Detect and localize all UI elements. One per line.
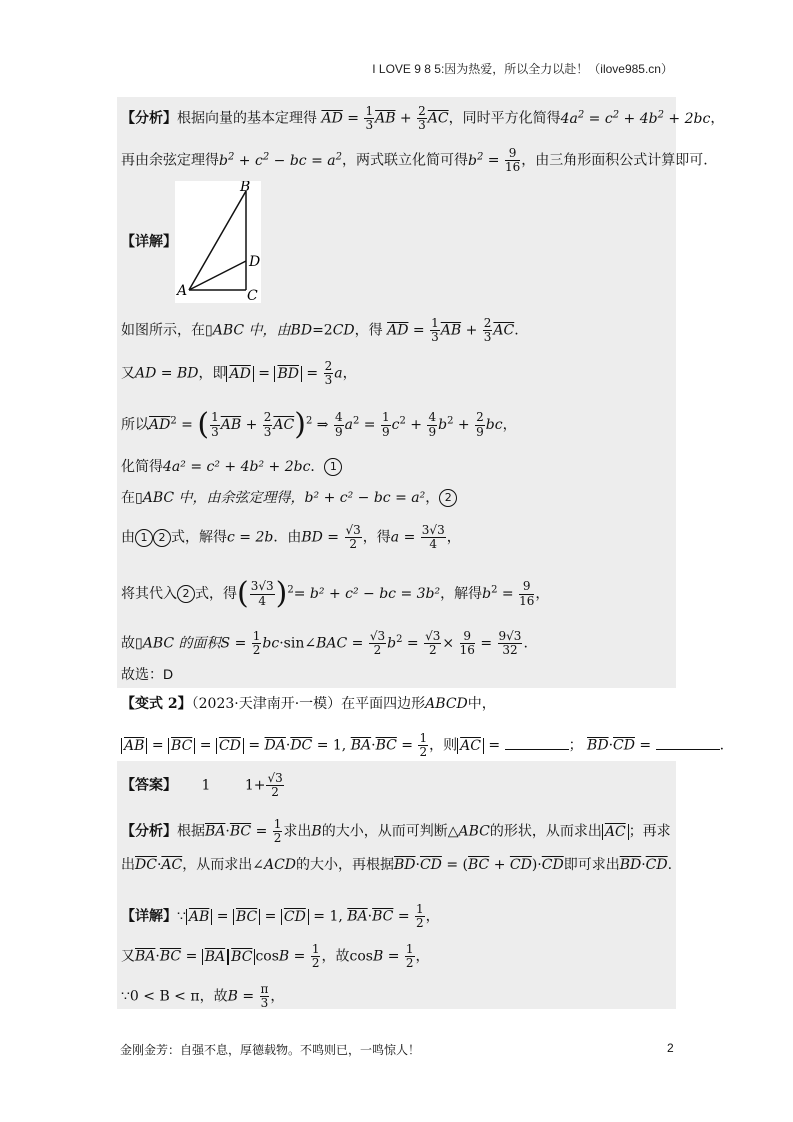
answer-line: 故选：D	[121, 666, 174, 682]
vertex-d-label: D	[249, 254, 261, 270]
vertex-c-label: C	[247, 288, 258, 303]
analysis-label: 【分析】	[121, 110, 177, 127]
blank-2	[656, 749, 720, 750]
detail-2-line-1: 【详解】∵ $\overline{AB} = \overline{BC} = \overline{CD} = 1$, $\overline{BA}\cdot\overline{BC}$ = $\frac{1}{2}$ ，	[121, 902, 440, 931]
answer-2-line: 【答案】 1 1+ $\frac{√3}{2}$	[121, 771, 283, 800]
detail-1-line-1: 如图所示，在▯ABC 中，由BD=2CD，得 $\overline{AD}$ = $\frac{1}{3}$ $\overline{AB}$ + $\frac{2}{3}$ $\overline{AC}$.	[121, 316, 519, 345]
detail-1-line-8: 故▯ABC 的面积S = $\frac{1}{2}$ bc·sin∠BAC = $\frac{√3}{2}$ $b^2$ = $\frac{√3}{2}$ × $\frac{9}{16}$ = $\frac{9√3}{32}$ .	[121, 629, 528, 658]
variant-line-1: 【变式 2】（2023·天津南开·一模）在平面四边形ABCD中，	[121, 696, 496, 712]
circle-one: 1	[324, 458, 342, 476]
analysis-2-line-1: 【分析】根据$\overline{BA}\cdot\overline{BC}$ = $\frac{1}{2}$ 求出B的大小，从而可判断△ABC的形状，从而求出 $\overline{AC}$ ；再求	[121, 817, 671, 846]
variant-line-2: $\overline{AB} = \overline{BC} = \overline{CD} = \overline{DA}\cdot\overline{DC} = 1$, $\overline{BA}\cdot\overline{BC}$ = $\frac{1}{2}$ ，则 $\overline{AC}$ = ； $\overline{BD}\cdot\overline{CD}$ = .	[121, 732, 724, 759]
detail-label: 【详解】	[121, 234, 177, 250]
triangle-figure	[175, 181, 261, 303]
vertex-a-label: A	[177, 283, 188, 299]
detail-2-line-3: ∵0 < B < π，故B = $\frac{\pi}{3}$ ，	[121, 982, 285, 1011]
detail-1-line-3: 所以$\overline{AD}^2$ = ( $\frac{1}{3}$ $\overline{AB}$ + $\frac{2}{3}$ $\overline{AC})^2$ ⇒ $\frac{4}{9}$ $a^2$ = $\frac{1}{9}$ $c^2$ + $\frac{4}{9}$ $b^2$ + $\frac{2}{9}$ bc，	[121, 407, 517, 442]
detail-2-line-2: 又$\overline{BA}\cdot\overline{BC} = \overline{BA}$ $\overline{BC}$ cosB = $\frac{1}{2}$ ，故cosB = $\frac{1}{2}$ ，	[121, 942, 430, 971]
analysis-2-line-2: 出$\overline{DC}\cdot\overline{AC}$，从而求出∠ACD的大小，再根据$\overline{BD}\cdot\overline{CD} = (\overline{BC} + \overline{CD})\cdot\overline{CD}$即可求出$\overline{BD}\cdot\overline{CD}$.	[121, 857, 673, 873]
vertex-b-label: B	[240, 181, 251, 195]
page-number: 2	[667, 1041, 674, 1055]
analysis-1-line-1: 【分析】根据向量的基本定理得 $\overline{AD}$ = $\frac{1}{3}$ $\overline{AB}$ + $\frac{2}{3}$ $\overline{AC}$，同时平方化简得$4a^2 = c^2 + 4b^2 + 2bc$，	[121, 104, 725, 133]
detail-1-line-7: 将其代入 2 式，得( $\frac{3√3}{4}$ )$^2$= b² + c² − bc = 3b²，解得$b^2$ = $\frac{9}{16}$ ，	[121, 576, 550, 611]
footer-motto: 金刚金芳：自强不息，厚德载物。不鸣则已，一鸣惊人！	[120, 1043, 421, 1057]
analysis-1-line-2: 再由余弦定理得$b^2 + c^2$ − bc = $a^2$，两式联立化简可得$b^2$ = $\frac{9}{16}$ ，由三角形面积公式计算即可.	[121, 146, 708, 175]
detail-1-line-2: 又AD = BD，即 $\overline{AD} = \overline{BD}$ = $\frac{2}{3}$ a，	[121, 359, 357, 388]
detail-1-line-4: 化简得4a² = c² + 4b² + 2bc． 1	[121, 458, 342, 476]
triangle-diagram	[175, 181, 261, 303]
detail-1-line-6: 由 1 2 式，解得c = 2b．由BD = $\frac{√3}{2}$ ，得a = $\frac{3√3}{4}$ ，	[121, 523, 461, 552]
header-note: I LOVE 9 8 5:因为热爱，所以全力以赴！（ilove985.cn）	[372, 62, 673, 76]
detail-1-line-5: 在▯ABC 中，由余弦定理得，b² + c² − bc = a²， 2	[121, 489, 457, 507]
circle-two: 2	[439, 489, 457, 507]
blank-1	[505, 749, 569, 750]
